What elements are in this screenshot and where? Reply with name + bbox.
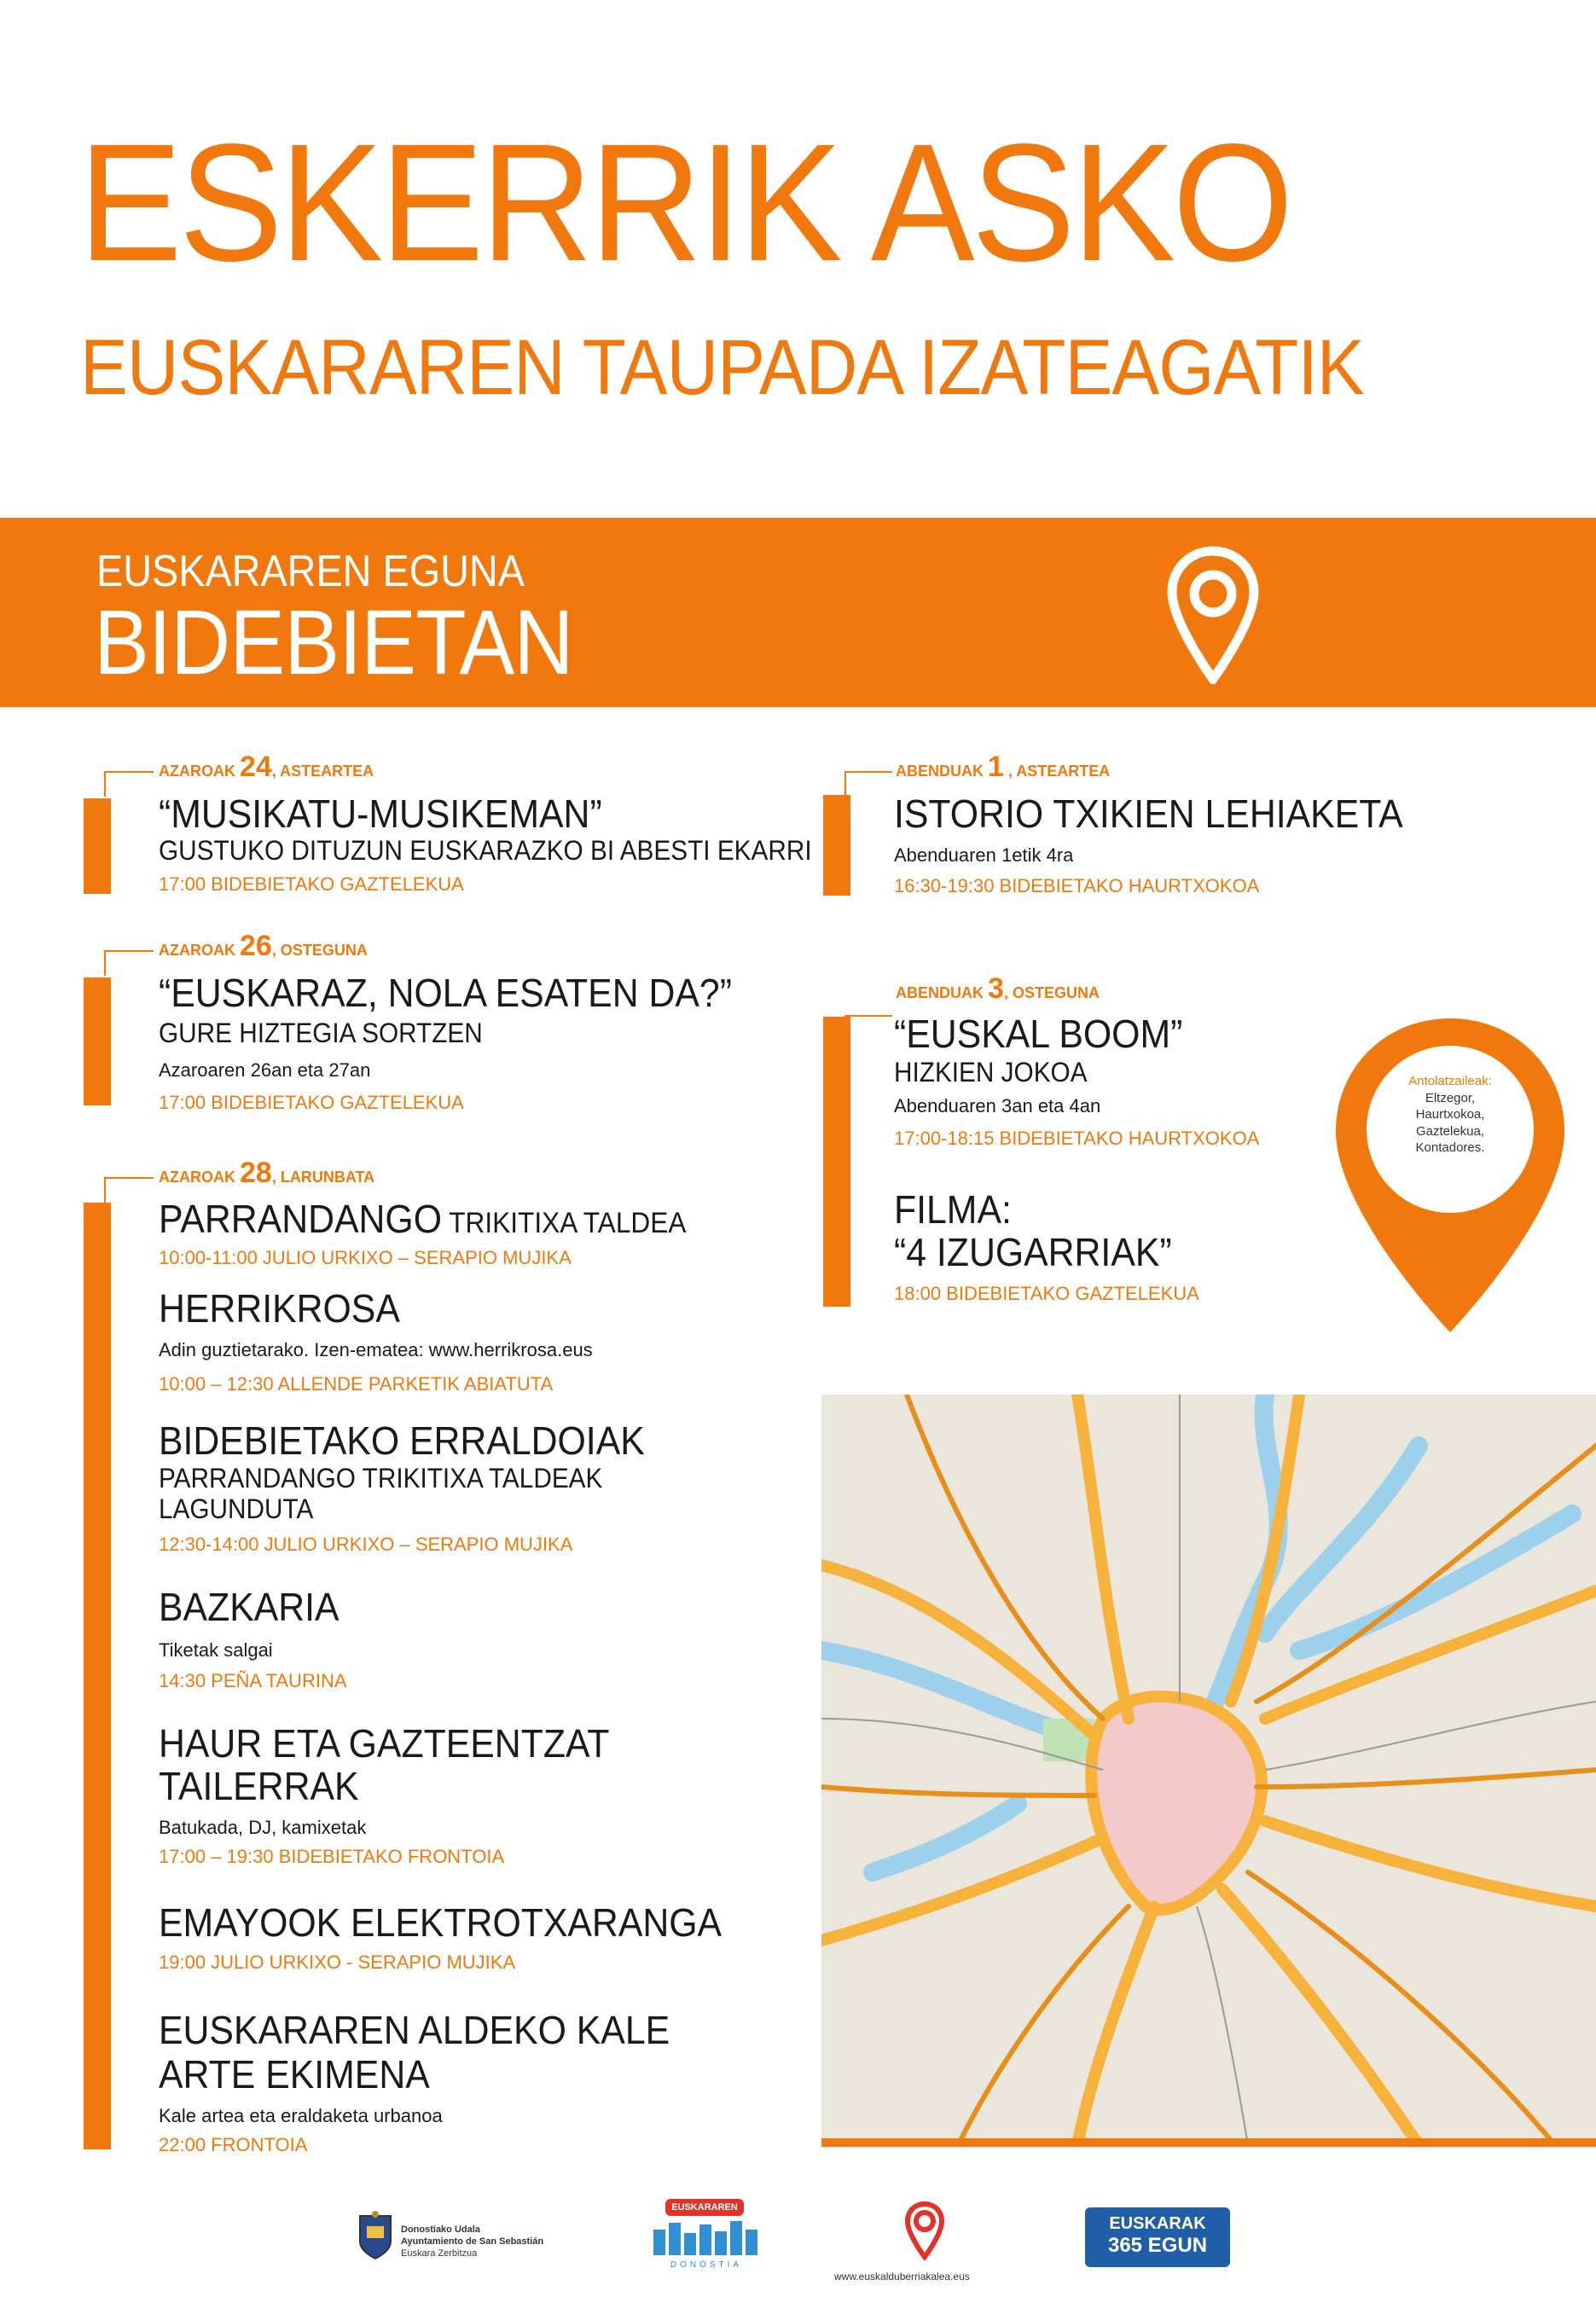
event-bar: [823, 1017, 850, 1307]
event-title: “EUSKAL BOOM”: [894, 1012, 1183, 1056]
event-title: ARTE EKIMENA: [159, 2052, 430, 2097]
date-label-dec-1: ABENDUAK 1 , ASTEARTEA: [896, 751, 1111, 783]
event-bar: [84, 798, 111, 894]
event-subtitle: HIZKIEN JOKOA: [894, 1057, 1088, 1088]
poster-title: ESKERRIK ASKO: [78, 109, 1291, 296]
event-time: 10:00 – 12:30 ALLENDE PARKETIK ABIATUTA: [159, 1373, 554, 1395]
map-pin-icon: [904, 2201, 945, 2260]
people-icon: [650, 2218, 763, 2257]
organizer-name: Gaztelekua,: [1415, 1123, 1485, 1139]
date-connector: [104, 1177, 106, 1203]
event-time: 10:00-11:00 JULIO URKIXO – SERAPIO MUJIKA: [159, 1247, 572, 1268]
event-subtitle: LAGUNDUTA: [159, 1494, 314, 1524]
event-title: FILMA:: [894, 1187, 1012, 1232]
event-time: 17:00 BIDEBIETAKO GAZTELEKUA: [159, 1092, 464, 1113]
event-time: 22:00 FRONTOIA: [159, 2134, 308, 2155]
date-label-dec-3: ABENDUAK 3, OSTEGUNA: [896, 972, 1100, 1005]
event-title: “4 IZUGARRIAK”: [894, 1230, 1172, 1274]
event-info: Abenduaren 1etik 4ra: [894, 844, 1074, 866]
band-event-name: EUSKARAREN EGUNA: [96, 547, 525, 596]
date-connector: [844, 1015, 892, 1017]
date-label-nov-24: AZAROAK 24, ASTEARTEA: [159, 751, 374, 783]
date-label-nov-26: AZAROAK 26, OSTEGUNA: [159, 930, 368, 962]
map-underline: [821, 2138, 1596, 2147]
map-graphic: [821, 1395, 1596, 2145]
event-time: 17:00 – 19:30 BIDEBIETAKO FRONTOIA: [159, 1846, 505, 1867]
taupada-logo-top: EUSKARAREN: [665, 2199, 744, 2216]
organizer-name: Haurtxokoa,: [1415, 1107, 1485, 1122]
date-connector: [844, 771, 892, 773]
event-time: 18:00 BIDEBIETAKO GAZTELEKUA: [894, 1283, 1199, 1304]
event-title: ISTORIO TXIKIEN LEHIAKETA: [894, 792, 1403, 836]
event-title: PARRANDANGO TRIKITIXA TALDEA: [159, 1197, 687, 1241]
event-info: Batukada, DJ, kamixetak: [159, 1817, 367, 1838]
date-connector: [104, 1177, 154, 1179]
event-subtitle: GURE HIZTEGIA SORTZEN: [159, 1018, 483, 1048]
event-time: 14:30 PEÑA TAURINA: [159, 1670, 347, 1691]
date-label-nov-28: AZAROAK 28, LARUNBATA: [159, 1157, 375, 1189]
city-logo-text: [401, 2224, 543, 2259]
event-info: Kale artea eta eraldaketa urbanoa: [159, 2105, 443, 2126]
poster-subtitle: EUSKARAREN TAUPADA IZATEAGATIK: [80, 324, 1364, 411]
location-map: [821, 1395, 1596, 2145]
date-connector: [844, 771, 846, 797]
event-info: Tiketak salgai: [159, 1639, 273, 1661]
city-shield-icon: [357, 2211, 394, 2262]
event-subtitle: PARRANDANGO TRIKITIXA TALDEAK: [159, 1463, 603, 1494]
event-time: 17:00-18:15 BIDEBIETAKO HAURTXOKOA: [894, 1128, 1260, 1149]
event-bar: [84, 977, 111, 1105]
organizer-name: Eltzegor,: [1425, 1090, 1476, 1105]
city-name-es: Ayuntamiento de San Sebastián: [401, 2236, 544, 2247]
organizers-pin-icon: [1332, 1015, 1568, 1336]
event-bar: [823, 795, 850, 896]
event-title: HERRIKROSA: [159, 1286, 400, 1331]
event-title: BIDEBIETAKO ERRALDOIAK: [159, 1418, 645, 1463]
organizers-list: [1382, 1073, 1518, 1157]
event-title: HAUR ETA GAZTEENTZAT: [159, 1721, 610, 1766]
date-connector: [104, 950, 106, 976]
event-info: Azaroaren 26an eta 27an: [159, 1059, 371, 1081]
organizers-label: Antolatzaileak:: [1408, 1074, 1492, 1088]
website-link[interactable]: www.euskalduberriakalea.eus: [834, 2271, 970, 2282]
taupada-logo: [647, 2199, 766, 2272]
badge-line-1: EUSKARAK: [1109, 2214, 1206, 2233]
city-name-eu: Donostiako Udala: [401, 2224, 480, 2235]
organizer-name: Kontadores.: [1415, 1140, 1485, 1155]
event-time: 12:30-14:00 JULIO URKIXO – SERAPIO MUJIKA: [159, 1534, 573, 1555]
event-title: EUSKARAREN ALDEKO KALE: [159, 2008, 670, 2052]
euskarak-365-badge: [1085, 2207, 1230, 2267]
date-connector: [104, 771, 106, 797]
event-bar: [84, 1203, 111, 2149]
event-title: TAILERRAK: [159, 1764, 359, 1808]
event-info: Adin guztietarako. Izen-ematea: www.herrikrosa.eus: [159, 1339, 593, 1360]
location-pin-icon: [1167, 546, 1259, 684]
event-time: 17:00 BIDEBIETAKO GAZTELEKUA: [159, 873, 464, 895]
taupada-logo-bottom: DONOSTIA: [670, 2260, 743, 2270]
event-title: BAZKARIA: [159, 1585, 340, 1629]
date-connector: [104, 950, 154, 952]
event-info: Abenduaren 3an eta 4an: [894, 1095, 1101, 1116]
event-title: “MUSIKATU-MUSIKEMAN”: [159, 792, 602, 836]
badge-line-2: 365 EGUN: [1107, 2234, 1208, 2257]
event-title: EMAYOOK ELEKTROTXARANGA: [159, 1900, 723, 1945]
event-time: 19:00 JULIO URKIXO - SERAPIO MUJIKA: [159, 1952, 516, 1973]
band-place: BIDEBIETAN: [94, 590, 573, 693]
event-time: 16:30-19:30 BIDEBIETAKO HAURTXOKOA: [894, 875, 1260, 896]
date-connector: [104, 771, 154, 773]
city-department: Euskara Zerbitzua: [401, 2248, 478, 2259]
event-subtitle: GUSTUKO DITUZUN EUSKARAZKO BI ABESTI EKARRI: [159, 835, 812, 866]
event-title: “EUSKARAZ, NOLA ESATEN DA?”: [159, 971, 732, 1015]
